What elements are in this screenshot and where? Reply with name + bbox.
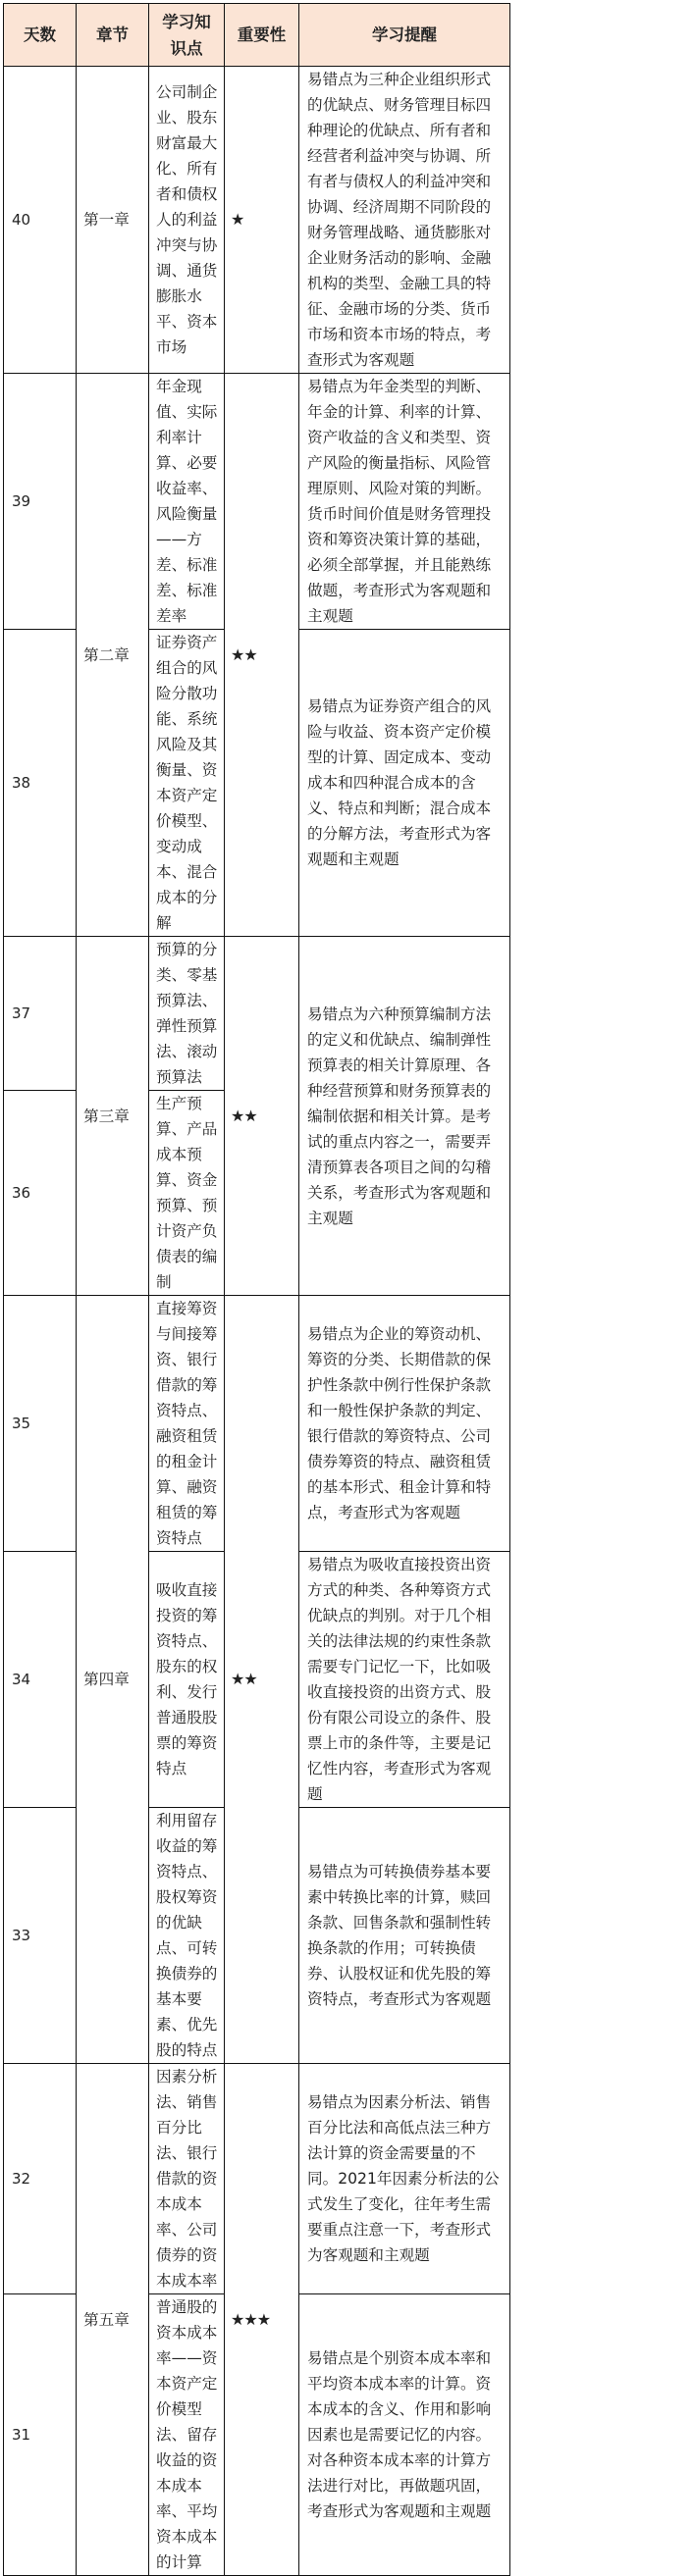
tip-cell: 易错点为企业的筹资动机、筹资的分类、长期借款的保护性条款中例行性保护条款和一般性保护条款的判定、银行借款的筹资特点、公司债券筹资的特点、融资租赁的基本形式、租金计算和特点，考查形式为客观题 (299, 1296, 510, 1552)
tip-cell: 易错点为吸收直接投资出资方式的种类、各种筹资方式优缺点的判别。对于几个相关的法律法规的约束性条款需要专门记忆一下，比如吸收直接投资的出资方式、股份有限公司设立的条件、股票上市的条件等，主要是记忆性内容，考查形式为客观题 (299, 1552, 510, 1808)
importance-stars: ★★ (225, 1296, 299, 2064)
day-cell: 36 (4, 1091, 77, 1296)
header-importance: 重要性 (225, 4, 299, 67)
day-cell: 40 (4, 67, 77, 374)
chapter-cell: 第四章 (77, 1296, 149, 2064)
knowledge-cell: 吸收直接投资的筹资特点、股东的权利、发行普通股股票的筹资特点 (149, 1552, 225, 1808)
day-cell: 39 (4, 374, 77, 630)
tip-cell: 易错点为三种企业组织形式的优缺点、财务管理目标四种理论的优缺点、所有者和经营者利益冲突与协调、所有者与债权人的利益冲突和协调、经济周期不同阶段的财务管理战略、通货膨胀对企业财务活动的影响、金融机构的类型、金融工具的特征、金融市场的分类、货币市场和资本市场的特点，考查形式为客观题 (299, 67, 510, 374)
day-cell: 34 (4, 1552, 77, 1808)
knowledge-cell: 因素分析法、销售百分比法、银行借款的资本成本率、公司债券的资本成本率 (149, 2064, 225, 2294)
importance-stars: ★★ (225, 374, 299, 937)
table-row (4, 1296, 510, 1552)
day-cell: 33 (4, 1808, 77, 2064)
day-cell: 31 (4, 2294, 77, 2576)
tip-cell: 易错点为年金类型的判断、年金的计算、利率的计算、资产收益的含义和类型、资产风险的衡量指标、风险管理原则、风险对策的判断。货币时间价值是财务管理投资和筹资决策计算的基础，必须全部掌握，并且能熟练做题，考查形式为客观题和主观题 (299, 374, 510, 630)
knowledge-cell: 预算的分类、零基预算法、弹性预算法、滚动预算法 (149, 937, 225, 1091)
header-chapter: 章节 (77, 4, 149, 67)
table-row (4, 2064, 510, 2294)
tip-cell: 易错点是个别资本成本率和平均资本成本率的计算。资本成本的含义、作用和影响因素也是需要记忆的内容。对各种资本成本率的计算方法进行对比，再做题巩固，考查形式为客观题和主观题 (299, 2294, 510, 2576)
day-cell: 38 (4, 630, 77, 937)
knowledge-cell: 年金现值、实际利率计算、必要收益率、风险衡量——方差、标准差、标准差率 (149, 374, 225, 630)
tip-cell: 易错点为六种预算编制方法的定义和优缺点、编制弹性预算表的相关计算原理、各种经营预算和财务预算表的编制依据和相关计算。是考试的重点内容之一，需要弄清预算表各项目之间的勾稽关系，考查形式为客观题和主观题 (299, 937, 510, 1296)
knowledge-cell: 普通股的资本成本率——资本资产定价模型法、留存收益的资本成本率、平均资本成本的计算 (149, 2294, 225, 2576)
importance-stars: ★ (225, 67, 299, 374)
table-header-row (4, 4, 510, 67)
header-tips: 学习提醒 (299, 4, 510, 67)
tip-cell: 易错点为可转换债券基本要素中转换比率的计算，赎回条款、回售条款和强制性转换条款的作用；可转换债券、认股权证和优先股的筹资特点，考查形式为客观题 (299, 1808, 510, 2064)
chapter-cell: 第三章 (77, 937, 149, 1296)
knowledge-cell: 直接筹资与间接筹资、银行借款的筹资特点、融资租赁的租金计算、融资租赁的筹资特点 (149, 1296, 225, 1552)
importance-stars: ★★★ (225, 2064, 299, 2576)
importance-stars: ★★ (225, 937, 299, 1296)
header-day: 天数 (4, 4, 77, 67)
day-cell: 35 (4, 1296, 77, 1552)
knowledge-cell: 生产预算、产品成本预算、资金预算、预计资产负债表的编制 (149, 1091, 225, 1296)
table-row (4, 374, 510, 630)
knowledge-cell: 利用留存收益的筹资特点、股权筹资的优缺点、可转换债券的基本要素、优先股的特点 (149, 1808, 225, 2064)
chapter-cell: 第一章 (77, 67, 149, 374)
knowledge-cell: 证券资产组合的风险分散功能、系统风险及其衡量、资本资产定价模型、变动成本、混合成本的分解 (149, 630, 225, 937)
study-plan-table (3, 3, 510, 2576)
table-row (4, 937, 510, 1091)
tip-cell: 易错点为因素分析法、销售百分比法和高低点法三种方法计算的资金需要量的不同。2021年因素分析法的公式发生了变化，往年考生需要重点注意一下，考查形式为客观题和主观题 (299, 2064, 510, 2294)
day-cell: 37 (4, 937, 77, 1091)
chapter-cell: 第二章 (77, 374, 149, 937)
tip-cell: 易错点为证券资产组合的风险与收益、资本资产定价模型的计算、固定成本、变动成本和四种混合成本的含义、特点和判断；混合成本的分解方法，考查形式为客观题和主观题 (299, 630, 510, 937)
header-knowledge: 学习知识点 (149, 4, 225, 67)
table-row (4, 67, 510, 374)
chapter-cell: 第五章 (77, 2064, 149, 2576)
day-cell: 32 (4, 2064, 77, 2294)
knowledge-cell: 公司制企业、股东财富最大化、所有者和债权人的利益冲突与协调、通货膨胀水平、资本市场 (149, 67, 225, 374)
